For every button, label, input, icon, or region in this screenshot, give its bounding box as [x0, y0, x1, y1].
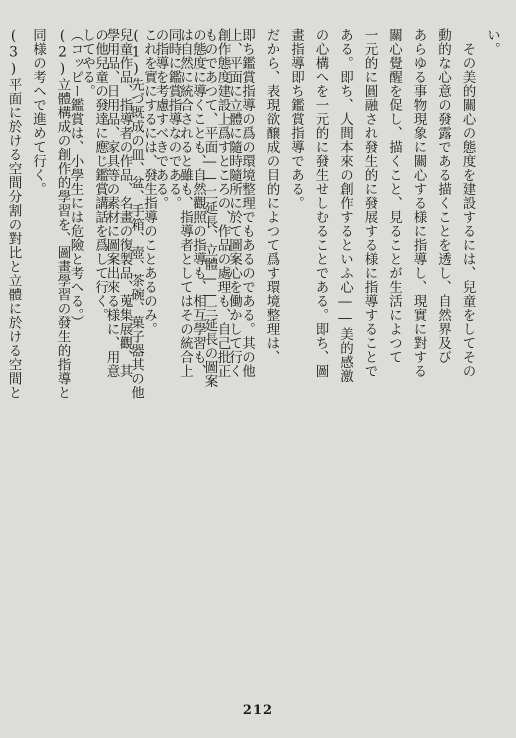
right-text-column: （コッピー鑑賞は、小學生には危險と考へる。） [67, 28, 84, 330]
right-text-column: その美的關心の態度を建設するには、兒童をしてその [459, 28, 476, 378]
left-text-column: 上、平面に立體に隨時隨所に於て圖案心を働かして行く [226, 28, 242, 378]
left-text-column: してやる。 [79, 28, 95, 98]
left-text-column: (2)立體構成の創作的學習を、圖畫學習の發生的指導と [54, 28, 71, 400]
right-text-column: の他兒童の發達に應じ鑑賞講話を爲して行く。 [92, 28, 108, 322]
right-text-column: 動的な心意の發露である描くことを透し、自然界及び [435, 28, 451, 364]
left-text-column: 同様の考へで進めて行く。 [30, 28, 46, 196]
left-text-column: (3)平面に於ける空間分割の對比と立體に於ける空間と [5, 28, 22, 400]
left-text-column: 學用品、日用品、家具等の素材に圖案出來る様に、用意 [103, 28, 120, 378]
right-text-column: だから、表現欲醸成の目的によつて爲す環境整理は、 [263, 28, 280, 364]
left-text-block [6, 28, 246, 688]
right-text-column: 兒童作品、指導者の作品、名畫の復製品、蒐集展觀、其 [116, 28, 133, 378]
right-text-column: 畫指導即ち鑑賞指導である。 [288, 28, 304, 210]
right-text-column: 創作態度建設上爲すところの、作品の處理も、自己批正 [214, 28, 231, 378]
left-text-column: ものであつて、平面――二延長、立體――三延長の圖案 [201, 28, 218, 388]
right-text-column: ある。即ち、人間本來の創作するといふ心――美的感激 [337, 28, 353, 383]
right-text-column: 即ち鑑賞指導の爲の環境整理でもあるのである。其の他 [239, 28, 255, 378]
left-text-column: の指導を考慮すべきである。 [152, 28, 169, 210]
right-text-column: 同時に鑑賞指導なのである。 [165, 28, 182, 210]
left-text-column: (1)先づ既成の皿、盆、手箱、壺、茶碗、菓子器其の他 [128, 28, 144, 400]
page-number: 212 [242, 703, 274, 718]
right-text-column: これを實にするには、發生指導のことあるのみ。 [141, 28, 157, 336]
right-text-column: の心構へを一元的に發生せしむることである。即ち、圖 [312, 28, 329, 378]
right-text-column: い。 [484, 28, 500, 56]
right-text-column: 一元的に圓融され發生的に發展する様に指導することで [361, 28, 378, 378]
left-text-column: は自然に統合されると雖も、指導者としてはその統合上 [177, 28, 193, 378]
right-text-column: あらゆる事物現象に關心する様に指導し、現實に對する [410, 28, 427, 378]
right-text-column: の態度に導くことも、自然觀照の指導も、相互學習も、 [190, 28, 206, 378]
right-text-column: 關心覺醒を促し、描くこと、見ることが生活によつて [386, 28, 402, 364]
